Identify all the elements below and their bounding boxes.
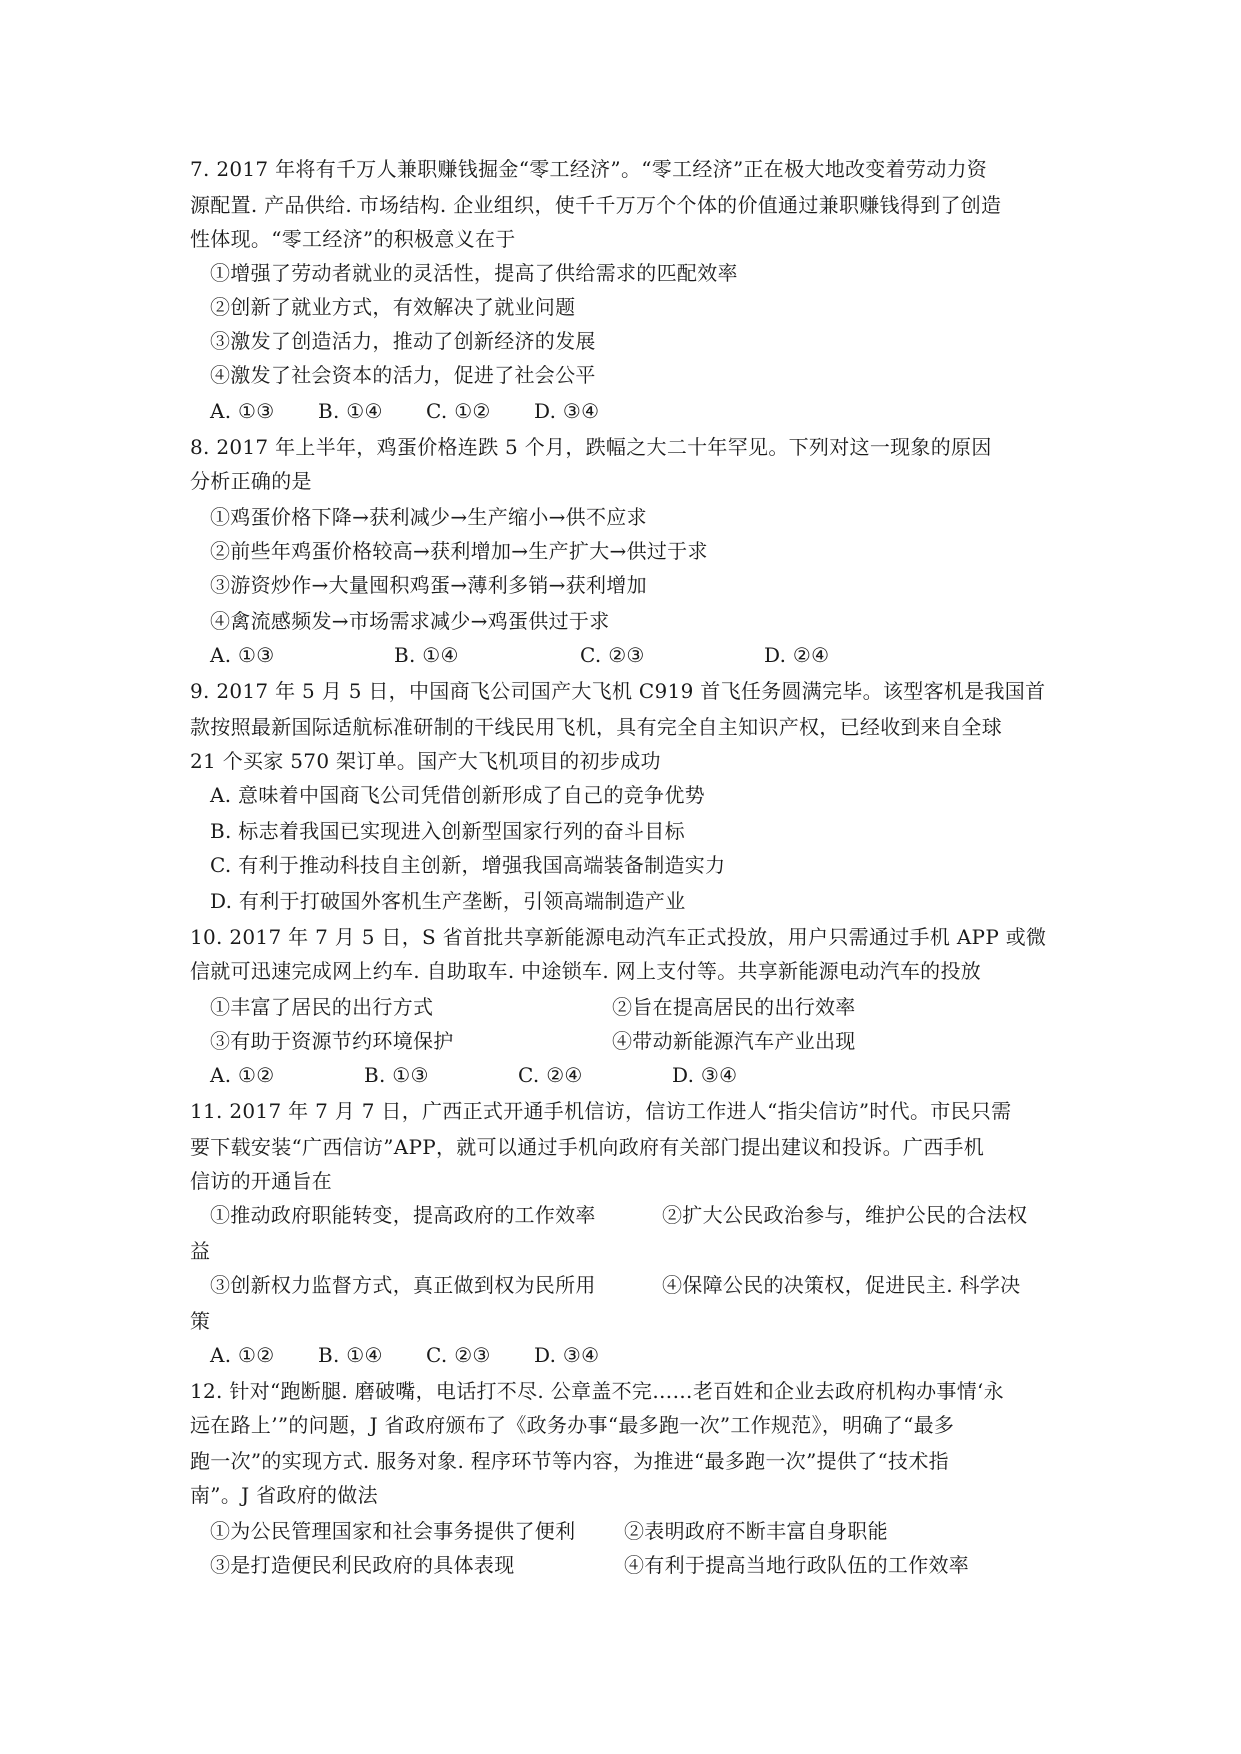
q11-choice-a: A. ①②: [210, 1343, 275, 1367]
q8-item-3: ③游资炒作→大量囤积鸡蛋→薄利多销→获利增加: [210, 573, 647, 597]
q10-item-1: ①丰富了居民的出行方式: [210, 995, 434, 1019]
q11-item-3: ③创新权力监督方式，真正做到权为民所用: [210, 1273, 596, 1297]
q9-stem-line-1: 9. 2017 年 5 月 5 日，中国商飞公司国产大飞机 C919 首飞任务圆满完毕。该型客机是我国首: [190, 679, 1046, 703]
q9-option-c: C. 有利于推动科技自主创新，增强我国高端装备制造实力: [210, 853, 726, 877]
q8-item-4: ④禽流感频发→市场需求减少→鸡蛋供过于求: [210, 609, 610, 633]
q12-item-1: ①为公民管理国家和社会事务提供了便利: [210, 1519, 576, 1543]
q7-stem-line-2: 源配置. 产品供给. 市场结构. 企业组织，使千千万万个个体的价值通过兼职赚钱得到了创造: [190, 193, 1002, 217]
q11-choice-c: C. ②③: [426, 1343, 491, 1367]
q8-choice-d: D. ②④: [764, 643, 830, 667]
q12-stem-line-1: 12. 针对“跑断腿. 磨破嘴，电话打不尽. 公章盖不完……老百姓和企业去政府机构办事情‘永: [190, 1379, 1004, 1403]
q7-stem-line-3: 性体现。“零工经济”的积极意义在于: [190, 227, 516, 251]
q11-stem-line-1: 11. 2017 年 7 月 7 日，广西正式开通手机信访，信访工作进人“指尖信访”时代。市民只需: [190, 1099, 1012, 1123]
q7-choice-b: B. ①④: [318, 399, 383, 423]
q10-choice-a: A. ①②: [210, 1063, 275, 1087]
q7-item-4: ④激发了社会资本的活力，促进了社会公平: [210, 363, 596, 387]
q11-item-4: ④保障公民的决策权，促进民主. 科学决: [662, 1273, 1021, 1297]
q10-choice-c: C. ②④: [518, 1063, 583, 1087]
q10-stem-line-2: 信就可迅速完成网上约车. 自助取车. 中途锁车. 网上支付等。共享新能源电动汽车的投放: [190, 959, 982, 983]
q11-choice-d: D. ③④: [534, 1343, 600, 1367]
q11-item-4-wrap: 策: [190, 1309, 211, 1333]
q8-item-2: ②前些年鸡蛋价格较高→获利增加→生产扩大→供过于求: [210, 539, 708, 563]
q10-choice-b: B. ①③: [364, 1063, 429, 1087]
q7-choice-a: A. ①③: [210, 399, 275, 423]
q8-choice-c: C. ②③: [580, 643, 645, 667]
q9-option-a: A. 意味着中国商飞公司凭借创新形成了自己的竞争优势: [210, 783, 705, 807]
q8-choice-a: A. ①③: [210, 643, 275, 667]
q9-stem-line-2: 款按照最新国际适航标准研制的干线民用飞机，具有完全自主知识产权，已经收到来自全球: [190, 715, 1002, 739]
q8-stem-line-2: 分析正确的是: [190, 469, 312, 493]
q7-stem-line-1: 7. 2017 年将有千万人兼职赚钱掘金“零工经济”。“零工经济”正在极大地改变着劳动力资: [190, 157, 988, 181]
q12-item-4: ④有利于提高当地行政队伍的工作效率: [624, 1553, 970, 1577]
q10-item-4: ④带动新能源汽车产业出现: [612, 1029, 856, 1053]
q12-stem-line-2: 远在路上’”的问题，J 省政府颁布了《政务办事“最多跑一次”工作规范》，明确了“最多: [190, 1413, 955, 1437]
q7-item-2: ②创新了就业方式，有效解决了就业问题: [210, 295, 576, 319]
q12-item-2: ②表明政府不断丰富自身职能: [624, 1519, 888, 1543]
q10-choice-d: D. ③④: [672, 1063, 738, 1087]
q12-stem-line-3: 跑一次”的实现方式. 服务对象. 程序环节等内容，为推进“最多跑一次”提供了“技术指: [190, 1449, 949, 1473]
q7-item-3: ③激发了创造活力，推动了创新经济的发展: [210, 329, 596, 353]
q11-item-1: ①推动政府职能转变，提高政府的工作效率: [210, 1203, 596, 1227]
q10-item-2: ②旨在提高居民的出行效率: [612, 995, 856, 1019]
q11-stem-line-3: 信访的开通旨在: [190, 1169, 333, 1193]
q9-option-d: D. 有利于打破国外客机生产垄断，引领高端制造产业: [210, 889, 686, 913]
q11-choice-b: B. ①④: [318, 1343, 383, 1367]
q7-item-1: ①增强了劳动者就业的灵活性，提高了供给需求的匹配效率: [210, 261, 738, 285]
q7-choice-c: C. ①②: [426, 399, 491, 423]
q8-item-1: ①鸡蛋价格下降→获利减少→生产缩小→供不应求: [210, 505, 647, 529]
q12-stem-line-4: 南”。J 省政府的做法: [190, 1483, 378, 1507]
q7-choice-d: D. ③④: [534, 399, 600, 423]
q9-option-b: B. 标志着我国已实现进入创新型国家行列的奋斗目标: [210, 819, 685, 843]
q8-choice-b: B. ①④: [394, 643, 459, 667]
q11-item-2-wrap: 益: [190, 1239, 211, 1263]
q8-stem-line-1: 8. 2017 年上半年，鸡蛋价格连跌 5 个月，跌幅之大二十年罕见。下列对这一现象的原因: [190, 435, 992, 459]
q10-stem-line-1: 10. 2017 年 7 月 5 日，S 省首批共享新能源电动汽车正式投放，用户只需通过手机 APP 或微: [190, 925, 1047, 949]
q11-stem-line-2: 要下载安装“广西信访”APP，就可以通过手机向政府有关部门提出建议和投诉。广西手机: [190, 1135, 985, 1159]
q10-item-3: ③有助于资源节约环境保护: [210, 1029, 454, 1053]
q9-stem-line-3: 21 个买家 570 架订单。国产大飞机项目的初步成功: [190, 749, 661, 773]
q12-item-3: ③是打造便民利民政府的具体表现: [210, 1553, 515, 1577]
q11-item-2: ②扩大公民政治参与，维护公民的合法权: [662, 1203, 1028, 1227]
